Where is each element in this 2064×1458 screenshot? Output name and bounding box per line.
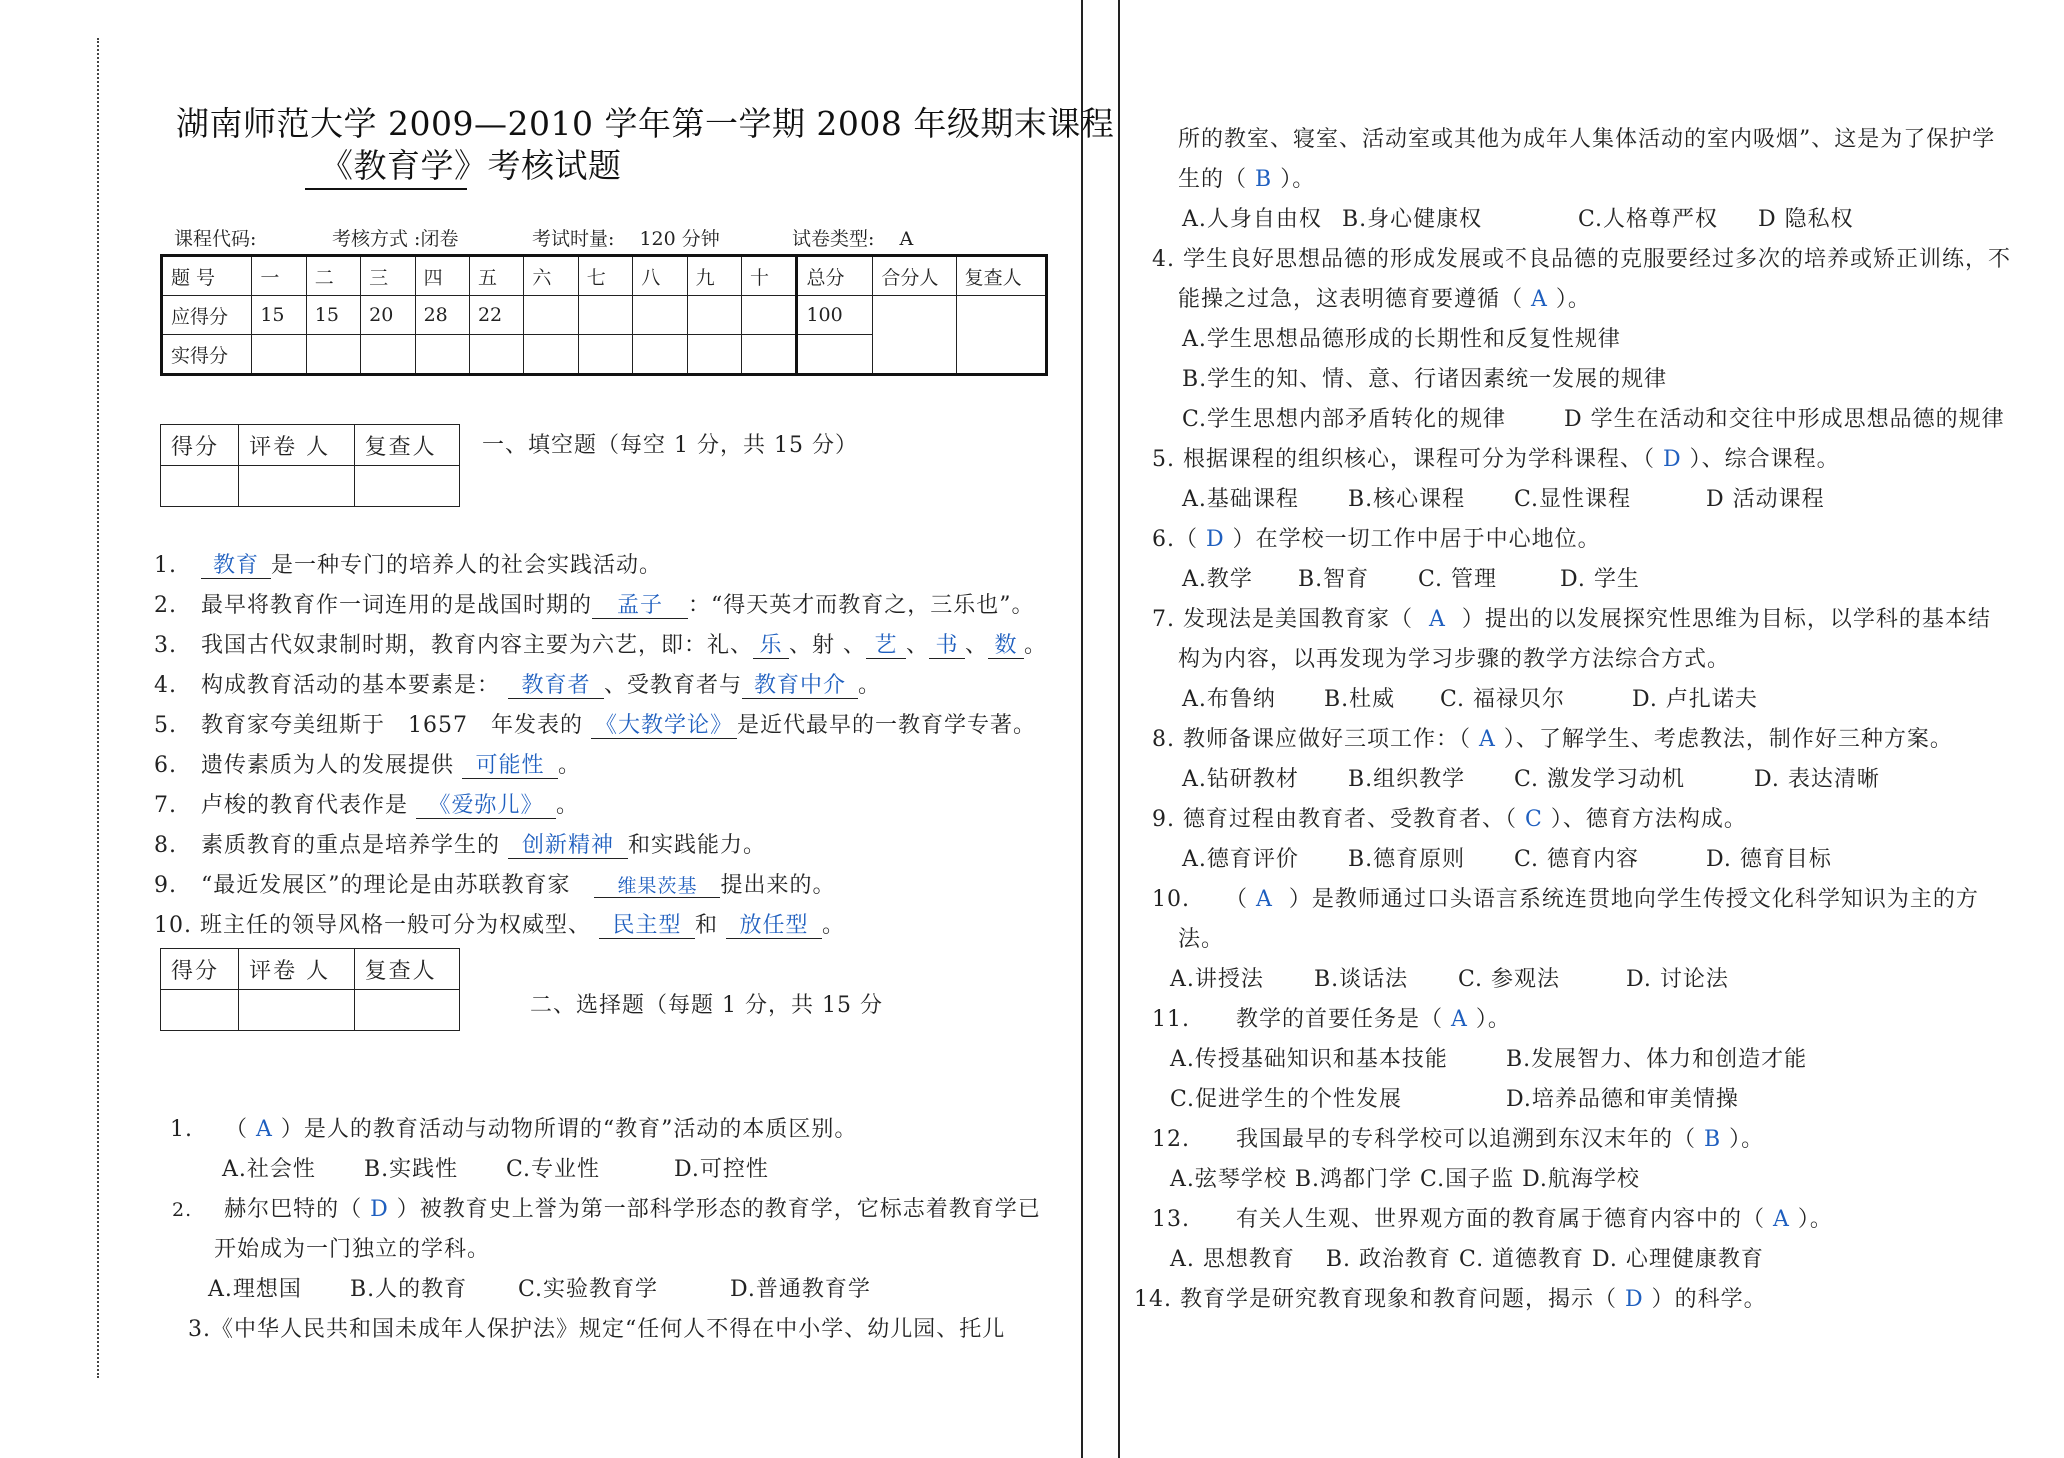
exam-title-line1: 湖南师范大学 2009—2010 学年第一学期 2008 年级期末课程: [176, 104, 1115, 143]
should-1: 15: [252, 296, 306, 335]
choice-q13-options: A. 思想教育 B. 政治教育 C. 道德教育 D. 心理健康教育: [1170, 1247, 1764, 1272]
grader-label: 评卷 人: [239, 949, 355, 990]
choice-q12-options: A.弦琴学校 B.鸿都门学 C.国子监 D.航海学校: [1170, 1167, 1640, 1192]
th-8: 八: [633, 256, 687, 296]
choice-q9-options: A.德育评价 B.德育原则 C. 德育内容 D. 德育目标: [1182, 847, 1832, 872]
page-divider-left: [1081, 0, 1083, 1458]
th-3: 三: [361, 256, 415, 296]
choice-q13: 13. 有关人生观、世界观方面的教育属于德育内容中的（ A ）。: [1152, 1207, 1833, 1232]
grader-box-1: [160, 424, 460, 507]
th-5: 五: [469, 256, 523, 296]
grader-box-2: [160, 948, 460, 1031]
exam-title-line2: 《教育学》考核试题: [320, 146, 622, 185]
reviewer-cell: [354, 466, 459, 507]
choice-q4-opt-cd: C.学生思想内部矛盾转化的规律 D 学生在活动和交往中形成思想品德的规律: [1182, 407, 2005, 432]
choice-q2-options: A.理想国 B.人的教育 C.实验教育学 D.普通教育学: [208, 1277, 871, 1302]
choice-q4-line2: 能操之过急，这表明德育要遵循（ A ）。: [1178, 287, 1591, 312]
actual-total: [797, 335, 873, 375]
fill-q8: 8. 素质教育的重点是培养学生的 创新精神 和实践能力。: [154, 833, 767, 858]
fill-q4: 4. 构成教育活动的基本要素是： 教育者 、受教育者与 教育中介 。: [154, 673, 882, 698]
choice-q7-options: A.布鲁纳 B.杜威 C. 福禄贝尔 D. 卢扎诺夫: [1182, 687, 1758, 712]
choice-q6-options: A.教学 B.智育 C. 管理 D. 学生: [1182, 567, 1640, 592]
choice-q14: 14. 教育学是研究教育现象和教育问题，揭示（ D ）的科学。: [1134, 1287, 1767, 1312]
th-total: 总分: [797, 256, 873, 296]
choice-q7-cont: 构为内容，以再发现为学习步骤的教学方法综合方式。: [1178, 647, 1731, 672]
score-table-row-should: [162, 296, 1047, 335]
actual-7: [578, 335, 632, 375]
choice-q10-options: A.讲授法 B.谈话法 C. 参观法 D. 讨论法: [1170, 967, 1729, 992]
choice-q4-line1: 4. 学生良好思想品德的形成发展或不良品德的克服要经过多次的培养或矫正训练，不: [1152, 247, 2011, 272]
grader-cell: [239, 990, 355, 1031]
choice-q12: 12. 我国最早的专科学校可以追溯到东汉末年的（ B ）。: [1152, 1127, 1765, 1152]
th-10: 十: [742, 256, 797, 296]
reviewer-cell: [354, 990, 459, 1031]
th-6: 六: [524, 256, 578, 296]
actual-2: [306, 335, 360, 375]
paper-type: 试卷类型: A: [792, 228, 914, 250]
actual-3: [361, 335, 415, 375]
combiner-cell: [873, 296, 956, 375]
choice-q5: 5. 根据课程的组织核心，课程可分为学科课程、（ D ）、综合课程。: [1152, 447, 1840, 472]
choice-q1-options: A.社会性 B.实践性 C.专业性 D.可控性: [222, 1157, 769, 1182]
actual-9: [687, 335, 741, 375]
th-label: 题 号: [162, 256, 252, 296]
binding-line: [97, 38, 99, 1378]
should-9: [687, 296, 741, 335]
fill-q5: 5. 教育家夸美纽斯于 1657 年发表的 《大教学论》 是近代最早的一教育学专著。: [154, 713, 1036, 738]
choice-q10-cont: 法。: [1178, 927, 1225, 952]
reviewer-cell: [956, 296, 1046, 375]
choice-q11: 11. 教学的首要任务是（ A ）。: [1152, 1007, 1511, 1032]
fill-q10: 10. 班主任的领导风格一般可分为权威型、 民主型 和 放任型 。: [154, 913, 846, 938]
should-2: 15: [306, 296, 360, 335]
choice-q4-opt-b: B.学生的知、情、意、行诸因素统一发展的规律: [1182, 367, 1668, 392]
section2-heading: 二、选择题（每题 1 分，共 15 分: [530, 993, 883, 1018]
fill-q1: 1. 教育 是一种专门的培养人的社会实践活动。: [154, 553, 662, 578]
actual-1: [252, 335, 306, 375]
choice-q3-options: A.人身自由权 B.身心健康权 C.人格尊严权 D 隐私权: [1182, 207, 1854, 232]
actual-8: [633, 335, 687, 375]
th-combiner: 合分人: [873, 256, 956, 296]
exam-method: 考核方式 :闭卷: [332, 228, 459, 250]
choice-q3-line3: 生的（ B ）。: [1178, 167, 1316, 192]
should-3: 20: [361, 296, 415, 335]
fill-q6: 6. 遗传素质为人的发展提供 可能性 。: [154, 753, 582, 778]
should-5: 22: [469, 296, 523, 335]
th-1: 一: [252, 256, 306, 296]
score-label: 得分: [161, 949, 239, 990]
title-underline: [305, 188, 467, 190]
fill-q3: 3. 我国古代奴隶制时期，教育内容主要为六艺，即：礼、 乐 、射 、 艺 、 书 、 数 。: [154, 633, 1048, 658]
actual-10: [742, 335, 797, 375]
should-total: 100: [797, 296, 873, 335]
section1-heading: 一、填空题（每空 1 分，共 15 分）: [482, 433, 858, 458]
actual-4: [415, 335, 469, 375]
should-4: 28: [415, 296, 469, 335]
page-divider-right: [1118, 0, 1120, 1458]
should-7: [578, 296, 632, 335]
row-label-actual: 实得分: [162, 335, 252, 375]
choice-q1: 1. （ A ）是人的教育活动与动物所谓的“教育”活动的本质区别。: [170, 1117, 858, 1142]
th-4: 四: [415, 256, 469, 296]
score-label: 得分: [161, 425, 239, 466]
th-2: 二: [306, 256, 360, 296]
choice-q8-options: A.钻研教材 B.组织教学 C. 激发学习动机 D. 表达清晰: [1182, 767, 1880, 792]
row-label-should: 应得分: [162, 296, 252, 335]
score-table-header: [162, 256, 1047, 296]
choice-q7: 7. 发现法是美国教育家（ A ）提出的以发展探究性思维为目标，以学科的基本结: [1152, 607, 1991, 632]
grader-cell: [239, 466, 355, 507]
score-cell: [161, 990, 239, 1031]
choice-q11-opt-cd: C.促进学生的个性发展 D.培养品德和审美情操: [1170, 1087, 1739, 1112]
choice-q5-options: A.基础课程 B.核心课程 C.显性课程 D 活动课程: [1182, 487, 1825, 512]
choice-q10: 10. （ A ）是教师通过口头语言系统连贯地向学生传授文化科学知识为主的方: [1152, 887, 1979, 912]
actual-6: [524, 335, 578, 375]
th-reviewer: 复查人: [956, 256, 1046, 296]
fill-q2: 2. 最早将教育作一词连用的是战国时期的 孟子 ：“得天英才而教育之，三乐也”。: [154, 593, 1035, 618]
score-cell: [161, 466, 239, 507]
course-code-label: 课程代码:: [174, 228, 257, 250]
choice-q3-line2: 所的教室、寝室、活动室或其他为成年人集体活动的室内吸烟”、这是为了保护学: [1178, 127, 1996, 152]
th-7: 七: [578, 256, 632, 296]
th-9: 九: [687, 256, 741, 296]
choice-q8: 8. 教师备课应做好三项工作：（ A ）、了解学生、考虑教法，制作好三种方案。: [1152, 727, 1953, 752]
choice-q9: 9. 德育过程由教育者、受教育者、（ C ）、德育方法构成。: [1152, 807, 1747, 832]
should-10: [742, 296, 797, 335]
fill-q9: 9. “最近发展区”的理论是由苏联教育家 维果茨基 提出来的。: [154, 873, 836, 898]
score-table: [160, 254, 1048, 376]
choice-q6: 6.（ D ）在学校一切工作中居于中心地位。: [1152, 527, 1601, 552]
should-8: [633, 296, 687, 335]
choice-q4-opt-a: A.学生思想品德形成的长期性和反复性规律: [1182, 327, 1621, 352]
choice-q11-opt-ab: A.传授基础知识和基本技能 B.发展智力、体力和创造才能: [1170, 1047, 1808, 1072]
reviewer-label: 复查人: [354, 425, 459, 466]
actual-5: [469, 335, 523, 375]
choice-q2: 2. 赫尔巴特的（ D ）被教育史上誉为第一部科学形态的教育学，它标志着教育学已: [172, 1197, 1041, 1222]
reviewer-label: 复查人: [354, 949, 459, 990]
fill-q7: 7. 卢梭的教育代表作是 《爱弥儿》 。: [154, 793, 580, 818]
should-6: [524, 296, 578, 335]
choice-q3-line1: 3.《中华人民共和国未成年人保护法》规定“任何人不得在中小学、幼儿园、托儿: [188, 1317, 1006, 1342]
exam-time: 考试时量: 120 分钟: [532, 228, 720, 250]
grader-label: 评卷 人: [239, 425, 355, 466]
choice-q2-cont: 开始成为一门独立的学科。: [214, 1237, 491, 1262]
